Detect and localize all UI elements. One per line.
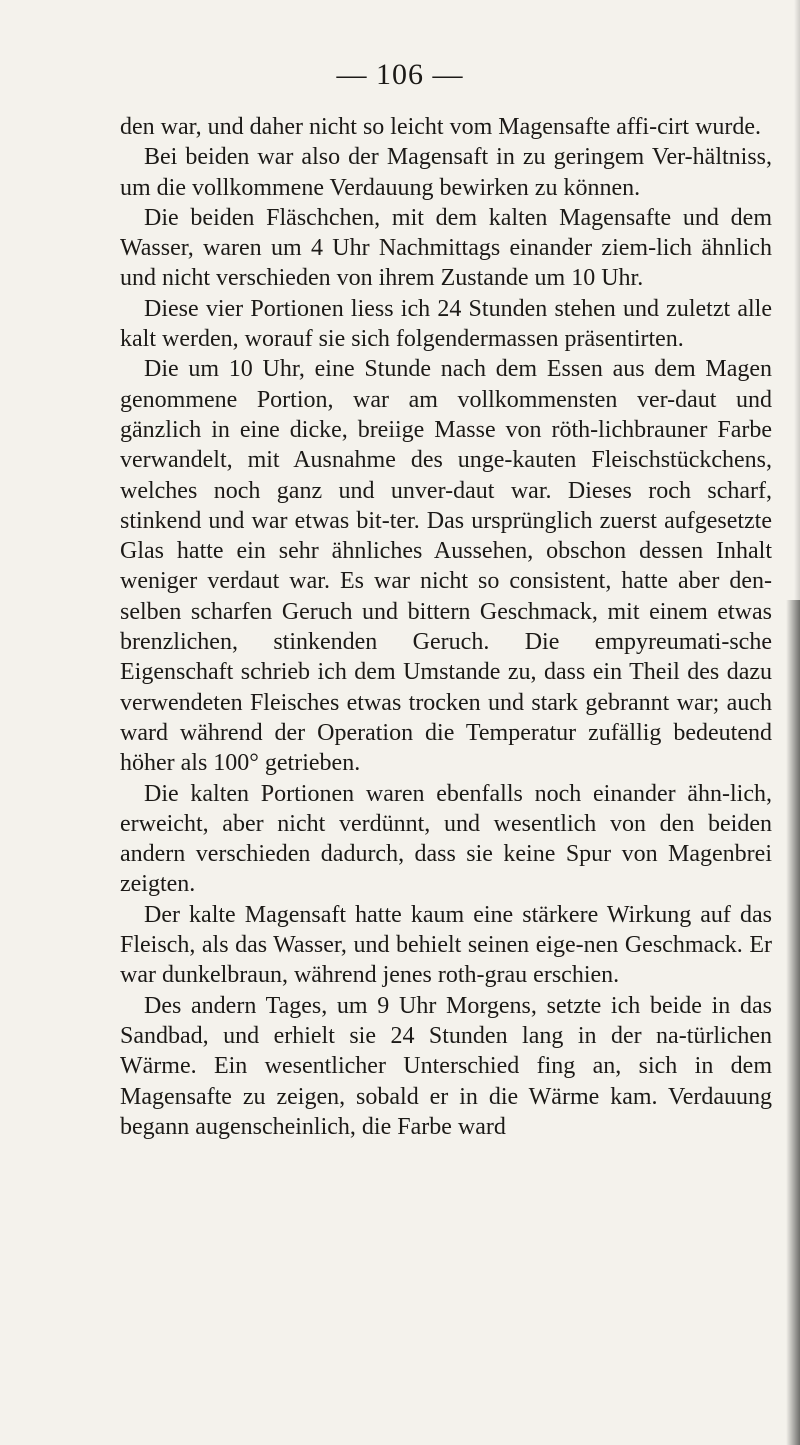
paragraph-4: Diese vier Portionen liess ich 24 Stunden stehen und zuletzt alle kalt werden, worauf sie sich folgendermassen präsentirten. bbox=[120, 295, 772, 353]
paragraph-8: Des andern Tages, um 9 Uhr Morgens, setzte ich beide in das Sandbad, und erhielt sie 24 Stunden lang in der na-türlichen Wärme. Ein wesentlicher Unterschied fing an, sich in dem Magensafte zu zeigen, sobald er in die Wärme kam. Verdauung begann augenscheinlich, die Farbe ward bbox=[120, 992, 772, 1140]
paragraph-6: Die kalten Portionen waren ebenfalls noch einander ähn-lich, erweicht, aber nicht verdünnt, und wesentlich von den beiden andern verschieden dadurch, dass sie keine Spur von Magenbrei zeigten. bbox=[120, 780, 772, 898]
paragraph-1: den war, und daher nicht so leicht vom Magensafte affi-cirt wurde. bbox=[120, 114, 762, 140]
paragraph-3: Die beiden Fläschchen, mit dem kalten Magensafte und dem Wasser, waren um 4 Uhr Nachmittags einander ziem-lich ähnlich und nicht verschieden von ihrem Zustande um 10 Uhr. bbox=[120, 204, 772, 292]
paragraph-5: Die um 10 Uhr, eine Stunde nach dem Essen aus dem Magen genommene Portion, war am vollkommensten ver-daut und gänzlich in eine dicke, breiige Masse von röth-lichbrauner Farbe verwandelt, mit Ausnahme des unge-kauten Fleischstückchens, welches noch ganz und unver-daut war. Dieses roch scharf, stinkend und war etwas bit-ter. Das ursprünglich zuerst aufgesetzte Glas hatte ein sehr ähnliches Aussehen, obschon dessen Inhalt weniger verdaut war. Es war nicht so consistent, hatte aber den-selben scharfen Geruch und bittern Geschmack, mit einem etwas brenzlichen, stinkenden Geruch. Die empyreumati-sche Eigenschaft schrieb ich dem Umstande zu, dass ein Theil des dazu verwendeten Fleisches etwas trocken und stark gebrannt war; auch ward während der Operation die Temperatur zufällig bedeutend höher als 100° getrieben. bbox=[120, 356, 772, 777]
paragraph-2: Bei beiden war also der Magensaft in zu geringem Ver-hältniss, um die vollkommene Verdauung bewirken zu können. bbox=[120, 144, 772, 201]
body-text bbox=[120, 112, 772, 1142]
paragraph-7: Der kalte Magensaft hatte kaum eine stärkere Wirkung auf das Fleisch, als das Wasser, und behielt seinen eige-nen Geschmack. Er war dunkelbraun, während jenes roth-grau erschien. bbox=[120, 901, 772, 989]
page-edge-shadow-top bbox=[794, 0, 800, 600]
page-edge-shadow bbox=[786, 600, 800, 1445]
page-number: — 106 — bbox=[336, 58, 464, 91]
